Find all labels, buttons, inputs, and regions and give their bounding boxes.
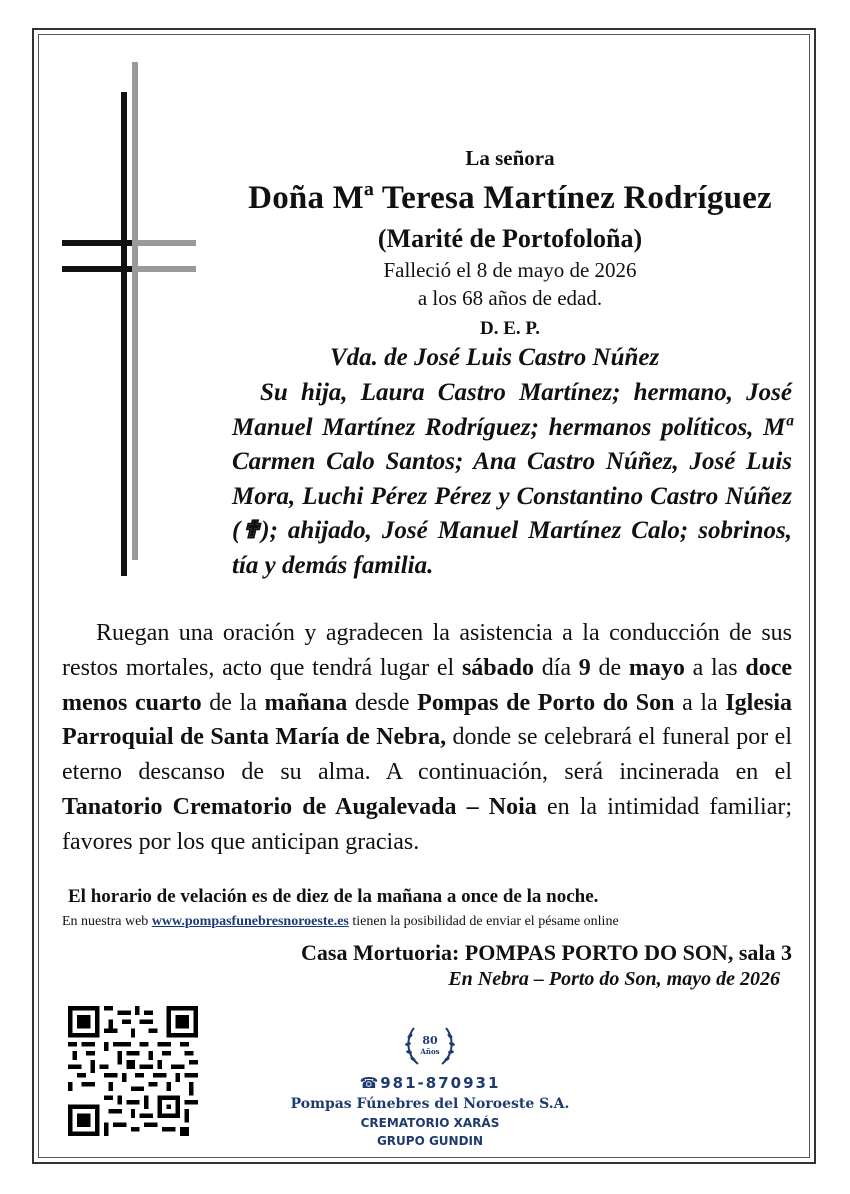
company-name: Pompas Fúnebres del Noroeste S.A.: [290, 1096, 570, 1112]
badge-text: Años: [420, 1047, 440, 1056]
crematorio-name: CREMATORIO XARÁS: [360, 1116, 500, 1130]
phone-line: [260, 1074, 600, 1092]
funeral-home: Casa Mortuoria: POMPAS PORTO DO SON, sala 3: [301, 940, 792, 965]
phone-number: 981-870931: [380, 1074, 501, 1092]
death-date: Falleció el 8 de mayo de 2026: [383, 258, 637, 282]
family-list: Su hija, Laura Castro Martínez; hermano, José Manuel Martínez Rodríguez; hermanos políticos, Mª Carmen Calo Santos; Ana Castro Núñez, José Luis Mora, Luchi Pérez Pérez y Constantino Castro Núñez (✟); ahijado, José Manuel Martínez Calo; sobrinos, tía y demás familia.: [232, 379, 792, 579]
widow-line: Vda. de José Luis Castro Núñez: [330, 344, 660, 371]
rip: D. E. P.: [479, 318, 540, 339]
intro-text: La señora: [465, 146, 555, 170]
qr-code-icon[interactable]: [68, 1006, 198, 1136]
age: a los 68 años de edad.: [417, 286, 603, 310]
group-name: GRUPO GUNDIN: [376, 1134, 484, 1148]
website-link[interactable]: www.pompasfunebresnoroeste.es: [151, 914, 349, 929]
anniversary-badge-icon: [400, 1020, 460, 1070]
phone-icon: ☎: [359, 1074, 381, 1092]
web-note: En nuestra web www.pompasfunebresnoroeste.es tienen la posibilidad de enviar el pésame online: [62, 914, 619, 929]
badge-number: 80: [422, 1034, 438, 1047]
place-date: En Nebra – Porto do Son, mayo de 2026: [448, 968, 780, 990]
nickname: (Marité de Portofoloña): [377, 224, 643, 253]
ceremony-paragraph: Ruegan una oración y agradecen la asistencia a la conducción de sus restos mortales, acto que tendrá lugar el sábado día 9 de mayo a las doce menos cuarto de la mañana desde Pompas de Porto do Son a la Iglesia Parroquial de Santa María de Nebra, donde se celebrará el funeral por el eterno descanso de su alma. A continuación, será incinerada en el Tanatorio Crematorio de Augalevada – Noia en la intimidad familiar; favores por los que anticipan gracias.: [62, 620, 793, 855]
deceased-name: Doña Mª Teresa Martínez Rodríguez: [248, 180, 772, 216]
viewing-hours: El horario de velación es de diez de la mañana a once de la noche.: [68, 886, 599, 907]
